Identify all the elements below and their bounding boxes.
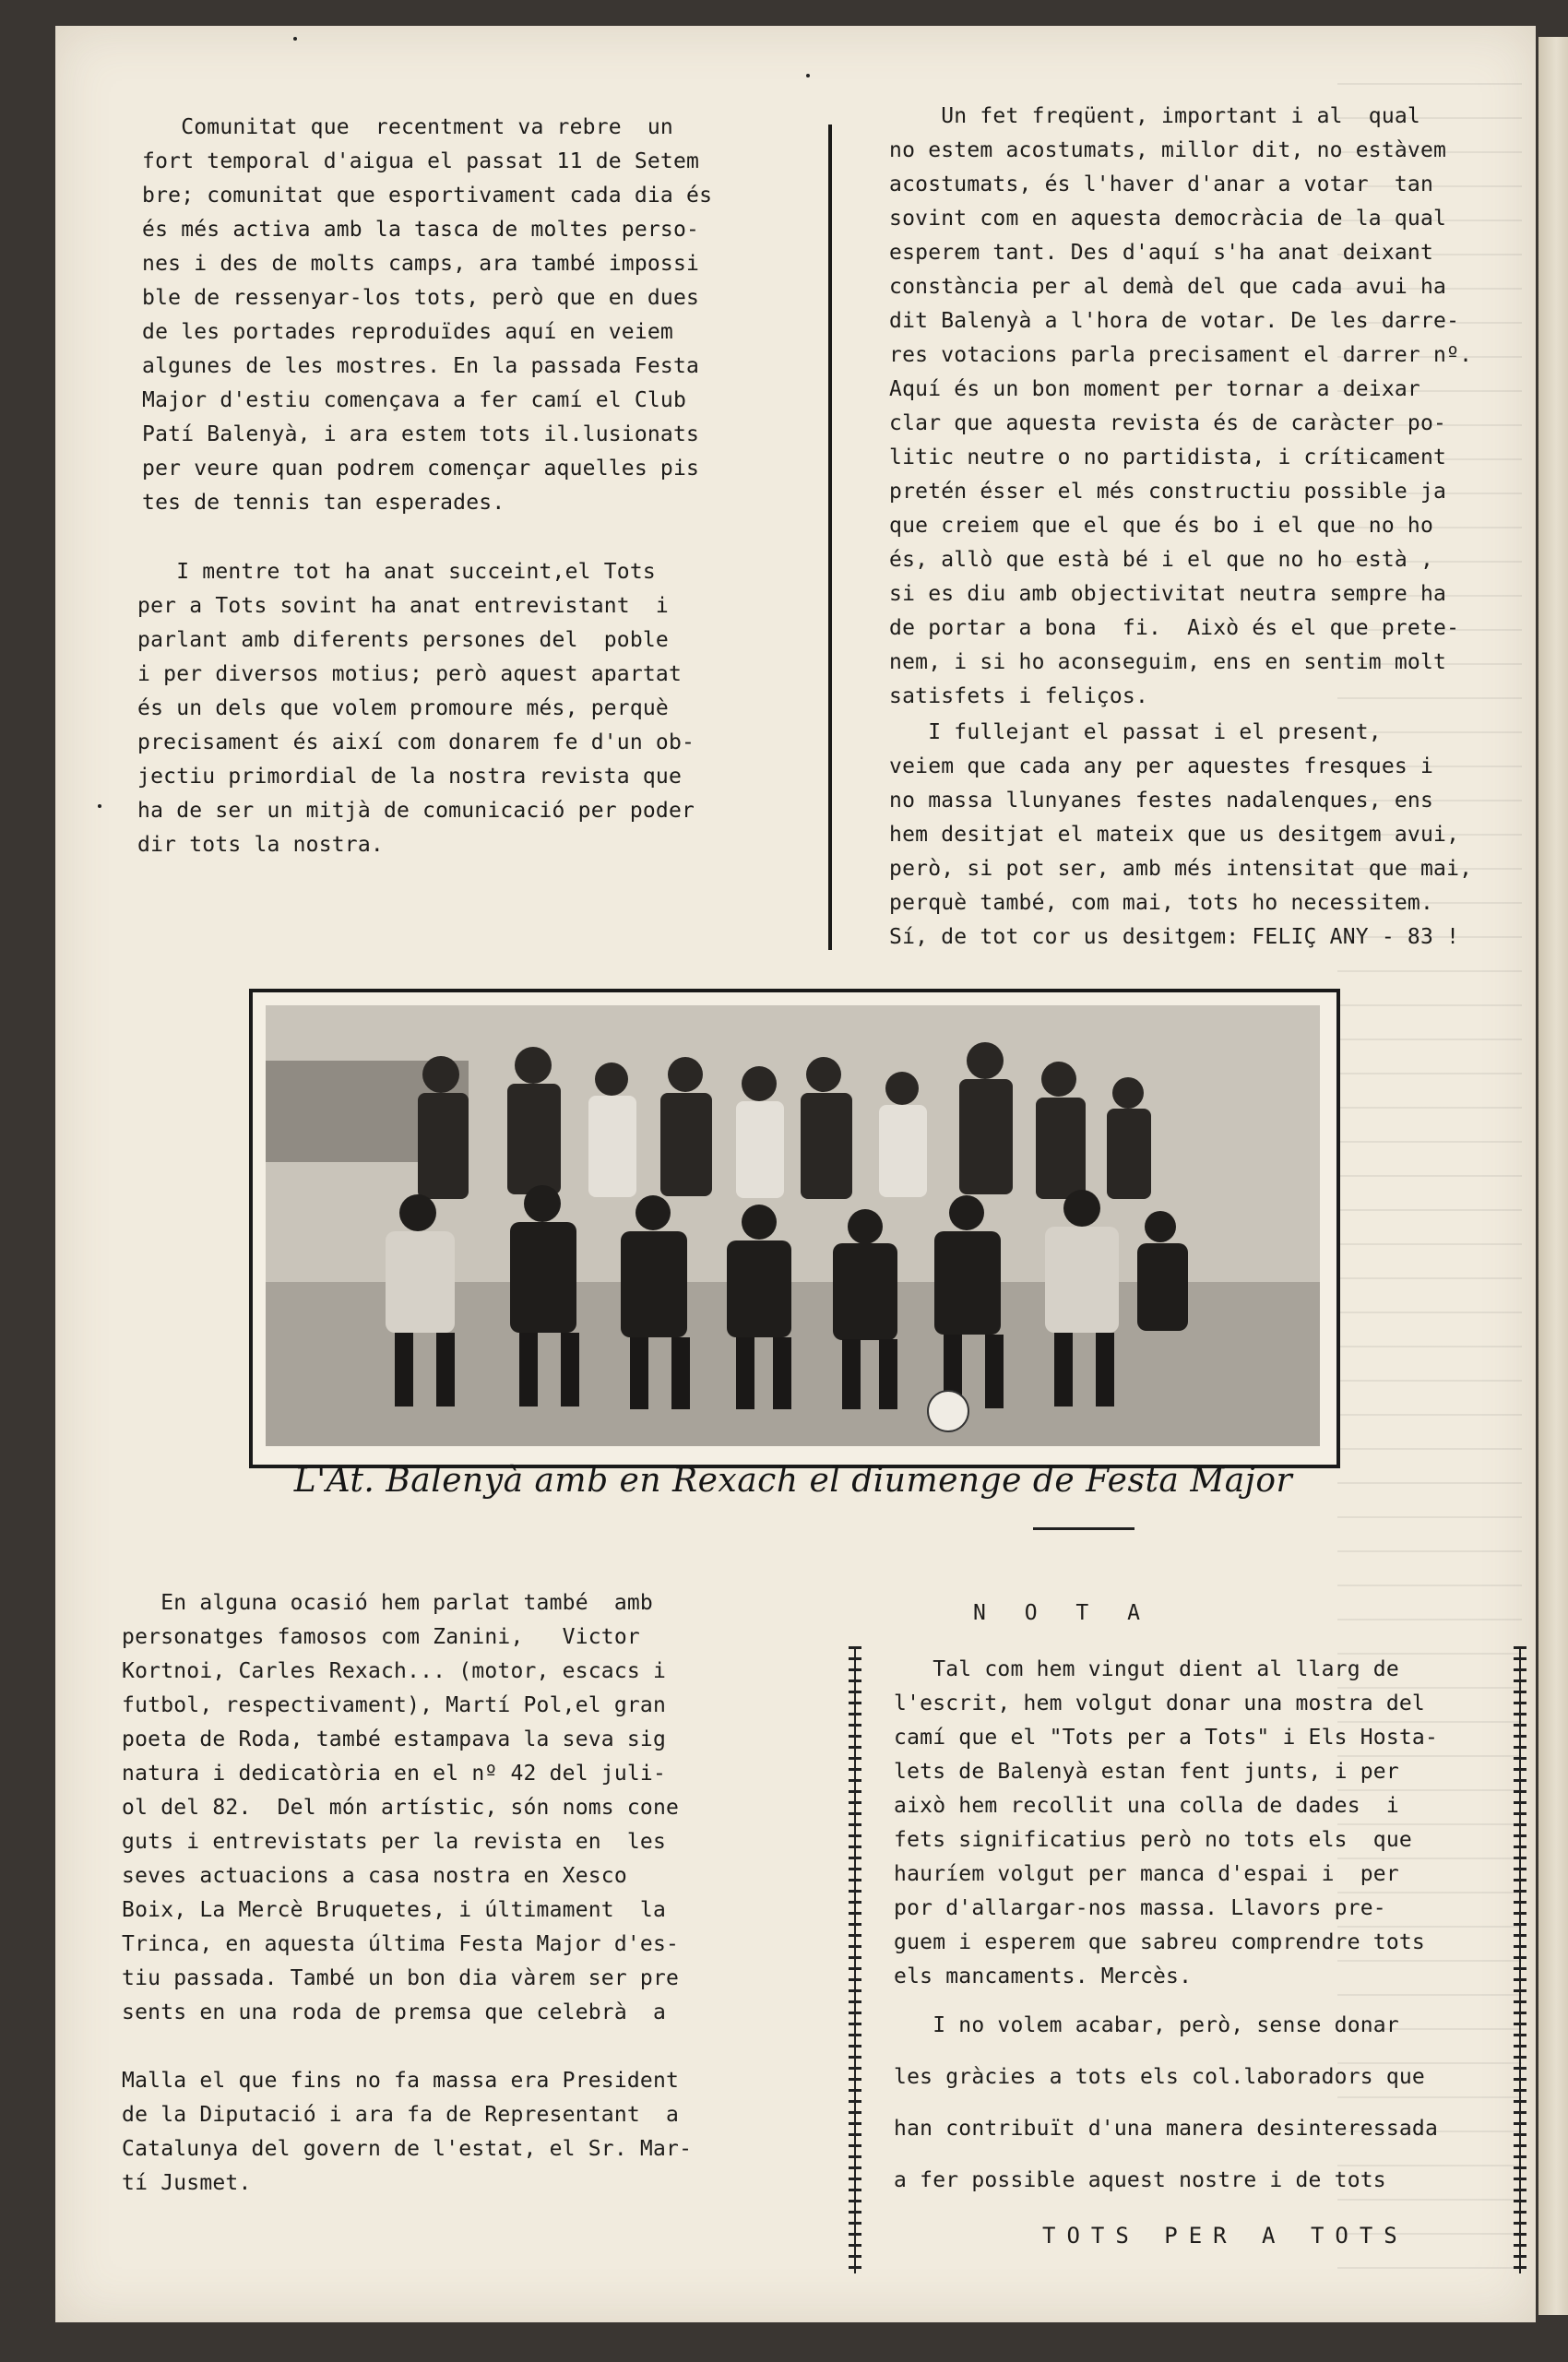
text-line: perquè també, com mai, tots ho necessitem. <box>876 891 1434 915</box>
text-line: algunes de les mostres. En la passada Festa <box>129 354 700 378</box>
text-line: litic neutre o no partidista, i críticament <box>876 445 1447 469</box>
text-line: l'escrit, hem volgut donar una mostra del <box>881 1691 1425 1715</box>
text-line: I mentre tot ha anat succeint,el Tots <box>125 560 656 584</box>
text-line: jectiu primordial de la nostra revista que <box>125 765 683 789</box>
text-line: dir tots la nostra. <box>125 833 384 857</box>
text-line <box>109 2030 692 2064</box>
text-line: natura i dedicatòria en el nº 42 del juli- <box>109 1762 667 1786</box>
text-line: satisfets i feliços. <box>876 684 1148 708</box>
text-line: ol del 82. Del món artístic, són noms cone <box>109 1796 680 1820</box>
text-line <box>881 2090 1438 2116</box>
text-line: nem, i si ho aconseguim, ens en sentim molt <box>876 650 1447 674</box>
text-line: és, allò que està bé i el que no ho està , <box>876 548 1434 572</box>
text-line: hem desitjat el mateix que us desitgem avui, <box>876 823 1460 847</box>
text-line: de les portades reproduïdes aquí en veiem <box>129 320 673 344</box>
text-line <box>881 2142 1438 2167</box>
text-line: dit Balenyà a l'hora de votar. De les darre- <box>876 309 1460 333</box>
text-line: però, si pot ser, amb més intensitat que mai, <box>876 857 1473 881</box>
signature: TOTS PER A TOTS <box>1042 2223 1408 2249</box>
text-line: ha de ser un mitjà de comunicació per poder <box>125 799 695 823</box>
text-line: hauríem volgut per manca d'espai i per <box>881 1862 1399 1886</box>
text-line: a fer possible aquest nostre i de tots <box>881 2168 1386 2192</box>
text-line: Aquí és un bon moment per tornar a deixar <box>876 377 1420 401</box>
text-line: futbol, respectivament), Martí Pol,el gran <box>109 1693 667 1717</box>
text-line: han contribuït d'una manera desinteressada <box>881 2117 1439 2141</box>
text-line: no massa llunyanes festes nadalenques, ens <box>876 789 1434 813</box>
text-line: parlant amb diferents persones del poble <box>125 628 669 652</box>
text-line: guts i entrevistats per la revista en les <box>109 1830 667 1854</box>
speck <box>98 804 101 808</box>
text-line: si es diu amb objectivitat neutra sempre ha <box>876 582 1447 606</box>
right-column-greetings <box>876 716 1472 955</box>
nota-closing <box>881 2012 1438 2193</box>
text-line: guem i esperem que sabreu comprendre tots <box>881 1930 1425 1954</box>
text-line: de la Diputació i ara fa de Representant a <box>109 2103 680 2127</box>
text-line: Patí Balenyà, i ara estem tots il.lusionats <box>129 422 700 446</box>
text-line: Sí, de tot cor us desitgem: FELIÇ ANY - 83 ! <box>876 925 1460 949</box>
column-divider <box>828 125 832 950</box>
speck <box>293 37 297 41</box>
text-line: sovint com en aquesta democràcia de la qual <box>876 207 1447 231</box>
text-line: clar que aquesta revista és de caràcter po- <box>876 411 1447 435</box>
text-line: personatges famosos com Zanini, Victor <box>109 1625 640 1649</box>
text-line: constància per al demà del que cada avui ha <box>876 275 1447 299</box>
text-line: és més activa amb la tasca de moltes perso- <box>129 218 700 242</box>
text-line: esperem tant. Des d'aquí s'ha anat deixant <box>876 241 1434 265</box>
text-line: I no volem acabar, però, sense donar <box>881 2013 1399 2037</box>
right-column-voting <box>876 100 1472 714</box>
nota-heading: N O T A <box>973 1601 1153 1625</box>
team-photo-frame <box>249 989 1340 1468</box>
text-line: i per diversos motius; però aquest apartat <box>125 662 683 686</box>
text-line: fets significatius però no tots els que <box>881 1828 1412 1852</box>
text-line: els mancaments. Mercès. <box>881 1964 1193 1988</box>
text-line: Un fet freqüent, important i al qual <box>876 104 1420 128</box>
text-line: això hem recollit una colla de dades i <box>881 1794 1399 1818</box>
caption-underline <box>1033 1527 1134 1530</box>
text-line: por d'allargar-nos massa. Llavors pre- <box>881 1896 1386 1920</box>
left-column-famous-people <box>109 1586 692 2201</box>
text-line: fort temporal d'aigua el passat 11 de Setem <box>129 149 700 173</box>
text-line: lets de Balenyà estan fent junts, i per <box>881 1760 1399 1784</box>
text-line: precisament és així com donarem fe d'un ob- <box>125 730 695 754</box>
nota-text <box>881 1653 1438 1994</box>
text-line: nes i des de molts camps, ara també impossi <box>129 252 700 276</box>
text-line: Catalunya del govern de l'estat, el Sr. Mar- <box>109 2137 693 2161</box>
text-line: tes de tennis tan esperades. <box>129 491 505 515</box>
text-line: I fullejant el passat i el present, <box>876 720 1382 744</box>
text-line: bre; comunitat que esportivament cada dia és <box>129 184 713 208</box>
text-line: En alguna ocasió hem parlat també amb <box>109 1591 653 1615</box>
text-line: que creiem que el que és bo i el que no ho <box>876 514 1434 538</box>
text-line: poeta de Roda, també estampava la seva sig <box>109 1727 667 1751</box>
text-line: acostumats, és l'haver d'anar a votar tan <box>876 172 1434 196</box>
football-team-image <box>266 1005 1320 1446</box>
text-line: Kortnoi, Carles Rexach... (motor, escacs i <box>109 1659 667 1683</box>
text-line: pretén ésser el més constructiu possible ja <box>876 480 1447 504</box>
text-line: Tal com hem vingut dient al llarg de <box>881 1657 1399 1681</box>
text-line: de portar a bona fi. Això és el que prete- <box>876 616 1460 640</box>
text-line: seves actuacions a casa nostra en Xesco <box>109 1864 627 1888</box>
left-column-intro <box>129 111 712 520</box>
text-line: sents en una roda de premsa que celebrà a <box>109 2000 667 2024</box>
text-line: tiu passada. També un bon dia vàrem ser pre <box>109 1966 680 1990</box>
text-line <box>881 2038 1438 2064</box>
text-line: res votacions parla precisament el darrer nº. <box>876 343 1473 367</box>
text-line: ble de ressenyar-los tots, però que en dues <box>129 286 700 310</box>
left-column-interviews <box>125 555 695 862</box>
photo-caption: L'At. Balenyà amb en Rexach el diumenge de Festa Major <box>293 1462 1293 1500</box>
text-line: per a Tots sovint ha anat entrevistant i <box>125 594 669 618</box>
text-line: per veure quan podrem començar aquelles pis <box>129 457 700 481</box>
text-line: camí que el "Tots per a Tots" i Els Hosta- <box>881 1726 1439 1750</box>
text-line: les gràcies a tots els col.laboradors que <box>881 2065 1425 2089</box>
nota-left-border <box>849 1646 861 2273</box>
text-line: Comunitat que recentment va rebre un <box>129 115 673 139</box>
team-photo <box>266 1005 1320 1446</box>
next-page-edge <box>1538 37 1568 2315</box>
text-line: és un dels que volem promoure més, perquè <box>125 696 669 720</box>
text-line: veiem que cada any per aquestes fresques i <box>876 754 1434 778</box>
nota-right-border <box>1514 1646 1526 2273</box>
text-line: Boix, La Mercè Bruquetes, i últimament la <box>109 1898 667 1922</box>
text-line: Trinca, en aquesta última Festa Major d'es- <box>109 1932 680 1956</box>
text-line: Malla el que fins no fa massa era President <box>109 2069 680 2093</box>
text-line: Major d'estiu començava a fer camí el Club <box>129 388 687 412</box>
text-line: tí Jusmet. <box>109 2171 252 2195</box>
text-line: no estem acostumats, millor dit, no estàvem <box>876 138 1447 162</box>
speck <box>806 74 810 77</box>
